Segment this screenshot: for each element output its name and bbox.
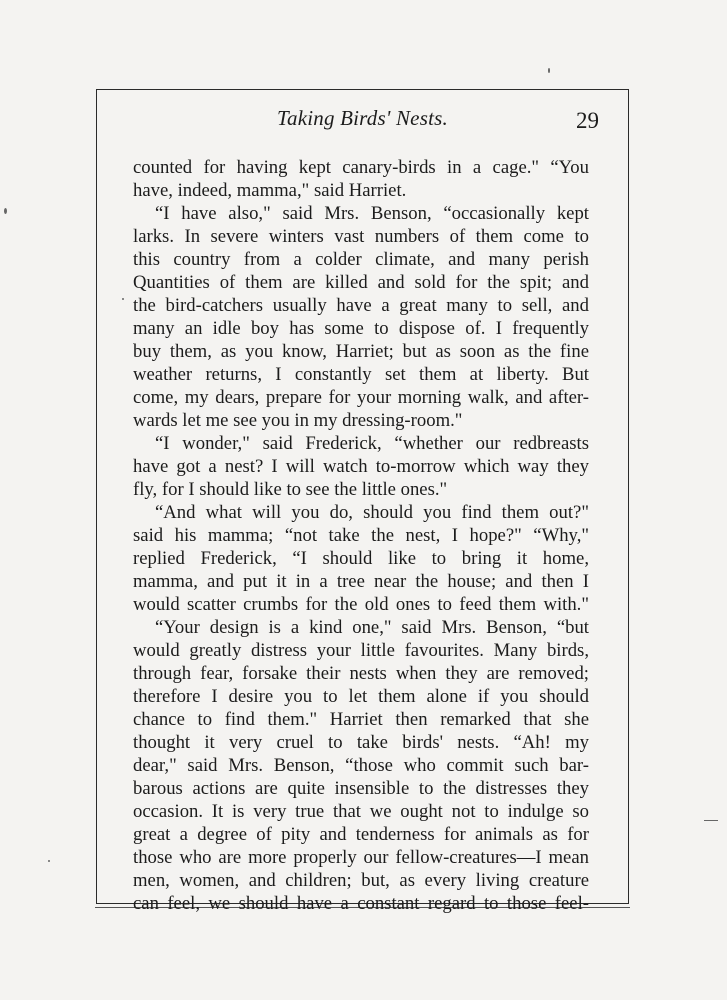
paper-speck (548, 68, 550, 73)
paper-speck (48, 860, 50, 862)
text-line: wards let me see you in my dressing-room." (133, 410, 463, 431)
text-line: dear," said Mrs. Benson, “those who commit such bar- (133, 755, 589, 776)
text-line: said his mamma; “not take the nest, I hope?" “Why," (133, 525, 589, 546)
page-number: 29 (576, 108, 599, 133)
text-line: weather returns, I constantly set them at liberty. But (133, 364, 589, 385)
text-line: this country from a colder climate, and many perish (133, 249, 589, 270)
text-line: can feel, we should have a constant regard to those feel- (133, 893, 589, 914)
text-line: men, women, and children; but, as every living creature (133, 870, 589, 891)
text-line: replied Frederick, “I should like to bring it home, (133, 548, 589, 569)
text-line: through fear, forsake their nests when they are removed; (133, 663, 589, 684)
text-line: counted for having kept canary-birds in a cage." “You (133, 157, 589, 178)
text-line: fly, for I should like to see the little ones." (133, 479, 448, 500)
text-line: buy them, as you know, Harriet; but as soon as the fine (133, 341, 589, 362)
text-line: great a degree of pity and tenderness for animals as for (133, 824, 589, 845)
text-line: come, my dears, prepare for your morning walk, and after- (133, 387, 589, 408)
text-line: “I have also," said Mrs. Benson, “occasionally kept (155, 203, 589, 224)
text-line: larks. In severe winters vast numbers of them come to (133, 226, 589, 247)
body-text (133, 156, 589, 915)
text-line: many an idle boy has some to dispose of. I frequently (133, 318, 589, 339)
text-line: occasion. It is very true that we ought not to indulge so (133, 801, 589, 822)
text-line: mamma, and put it in a tree near the house; and then I (133, 571, 589, 592)
text-line: would greatly distress your little favourites. Many birds, (133, 640, 589, 661)
page-header (96, 104, 629, 136)
paper-speck (122, 298, 124, 300)
text-line: have, indeed, mamma," said Harriet. (133, 180, 407, 201)
text-line: the bird-catchers usually have a great many to sell, and (133, 295, 589, 316)
text-line: thought it very cruel to take birds' nests. “Ah! my (133, 732, 589, 753)
text-line: “And what will you do, should you find them out?" (155, 502, 589, 523)
text-line: Quantities of them are killed and sold for the spit; and (133, 272, 589, 293)
paper-speck (4, 208, 7, 214)
text-line: barous actions are quite insensible to the distresses they (133, 778, 589, 799)
text-line: “I wonder," said Frederick, “whether our redbreasts (155, 433, 589, 454)
text-line: chance to find them." Harriet then remarked that she (133, 709, 589, 730)
paper-speck (704, 820, 718, 821)
running-title: Taking Birds' Nests. (277, 106, 448, 130)
text-line: would scatter crumbs for the old ones to feed them with." (133, 594, 589, 615)
text-line: therefore I desire you to let them alone if you should (133, 686, 589, 707)
text-line: have got a nest? I will watch to-morrow which way they (133, 456, 589, 477)
text-line: those who are more properly our fellow-creatures—I mean (133, 847, 589, 868)
text-line: “Your design is a kind one," said Mrs. Benson, “but (155, 617, 589, 638)
